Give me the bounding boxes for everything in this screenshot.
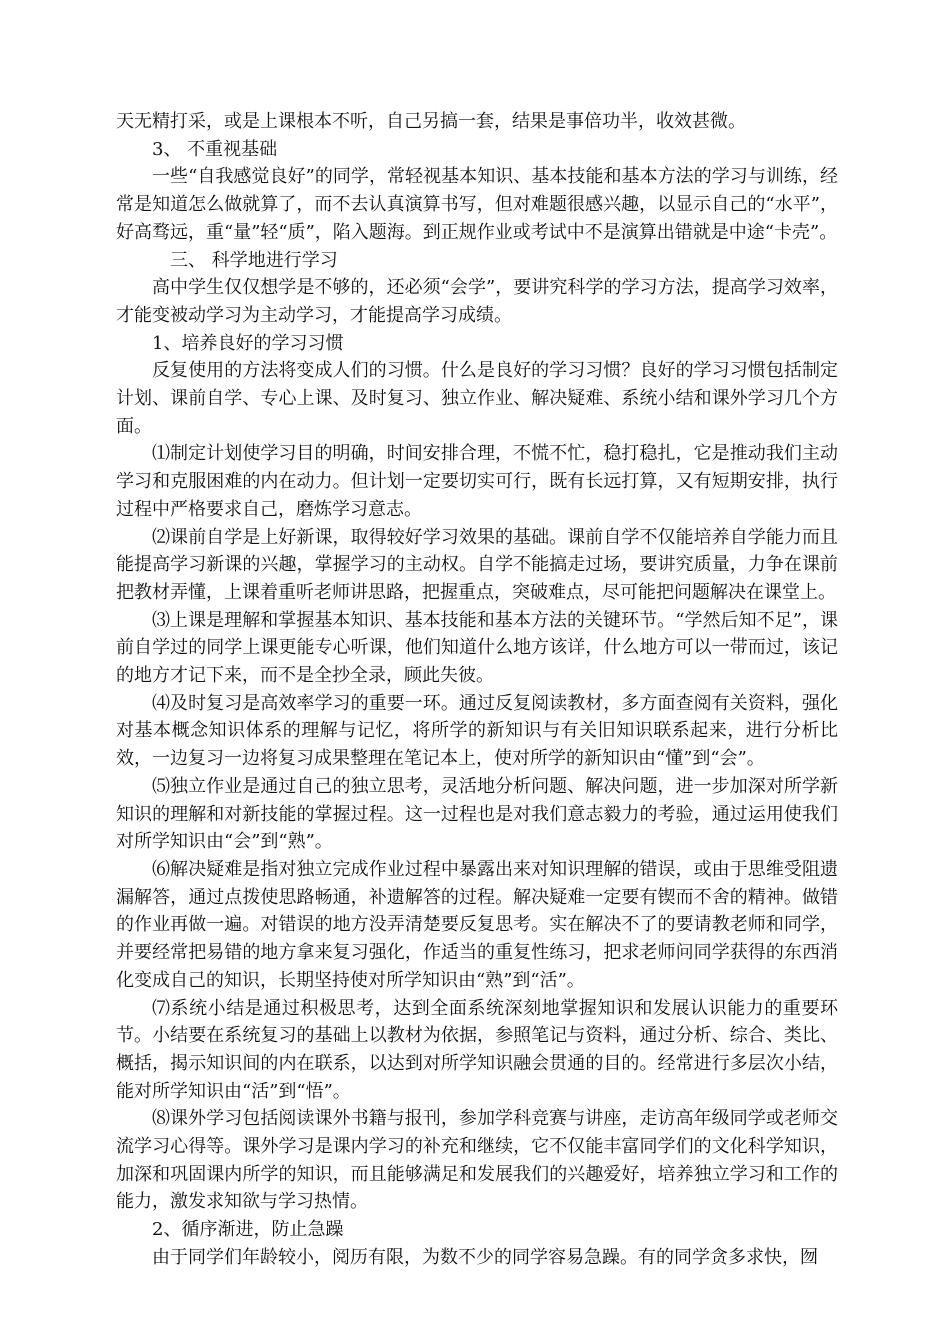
section-heading-step-by-step: 2、循序渐进，防止急躁: [152, 1219, 344, 1241]
paragraph-habit-7-summary: ⑺系统小结是通过积极思考，达到全面系统深刻地掌握知识和发展认识能力的重要环节。小结要在系统复习的基础上以教材为依据，参照笔记与资料，通过分析、综合、类比、概括，揭示知识间的内在联系，以达到对所学知识融会贯通的目的。经常进行多层次小结，能对所学知识由“活”到“悟”。: [116, 997, 838, 1102]
paragraph-habit-3-class: ⑶上课是理解和掌握基本知识、基本技能和基本方法的关键环节。“学然后知不足”，课前自学过的同学上课更能专心听课，他们知道什么地方该详，什么地方可以一带而过，该记的地方才记下来，而不是全抄全录，顾此失彼。: [116, 609, 838, 687]
paragraph-impatience: 由于同学们年龄较小，阅历有限，为数不少的同学容易急躁。有的同学贪多求快，囫: [152, 1246, 818, 1268]
paragraph-habit-5-homework: ⑸独立作业是通过自己的独立思考，灵活地分析问题、解决问题，进一步加深对所学新知识的理解和对新技能的掌握过程。这一过程也是对我们意志毅力的考验，通过运用使我们对所学知识由“会”到“熟”。: [116, 775, 838, 853]
paragraph-continuation: 天无精打采，或是上课根本不听，自己另搞一套，结果是事倍功半，收效甚微。: [116, 111, 746, 132]
document-page: [116, 108, 838, 1272]
paragraph-habit-6-difficulties: ⑹解决疑难是指对独立完成作业过程中暴露出来对知识理解的错误，或由于思维受阻遗漏解答，通过点拨使思路畅通，补遗解答的过程。解决疑难一定要有锲而不舍的精神。做错的作业再做一遍。对错误的地方没弄清楚要反复思考。实在解决不了的要请教老师和同学，并要经常把易错的地方拿来复习强化，作适当的重复性练习，把求老师问同学获得的东西消化变成自己的知识，长期坚持使对所学知识由“熟”到“活”。: [116, 858, 838, 991]
section-heading-good-habits: 1、培养良好的学习习惯: [152, 332, 344, 354]
section-heading-3-basics: 3、 不重视基础: [152, 138, 278, 160]
paragraph-habit-8-extracurricular: ⑻课外学习包括阅读课外书籍与报刊，参加学科竞赛与讲座，走访高年级同学或老师交流学习心得等。课外学习是课内学习的补充和继续，它不仅能丰富同学们的文化科学知识，加深和巩固课内所学的知识，而且能够满足和发展我们的兴趣爱好，培养独立学习和工作的能力，激发求知欲与学习热情。: [116, 1108, 838, 1213]
paragraph-basics: 一些“自我感觉良好”的同学，常轻视基本知识、基本技能和基本方法的学习与训练，经常是知道怎么做就算了，而不去认真演算书写，但对难题很感兴趣，以显示自己的“水平”，好高骛远，重“量”轻“质”，陷入题海。到正规作业或考试中不是演算出错就是中途“卡壳”。: [116, 166, 838, 243]
paragraph-habit-1-plan: ⑴制定计划使学习目的明确，时间安排合理，不慌不忙，稳打稳扎，它是推动我们主动学习和克服困难的内在动力。但计划一定要切实可行，既有长远打算，又有短期安排，执行过程中严格要求自己，磨炼学习意志。: [116, 443, 838, 520]
paragraph-learn-how: 高中学生仅仅想学是不够的，还必须“会学”，要讲究科学的学习方法，提高学习效率，才能变被动学习为主动学习，才能提高学习成绩。: [116, 277, 838, 326]
paragraph-habits-intro: 反复使用的方法将变成人们的习惯。什么是良好的学习习惯？良好的学习习惯包括制定计划、课前自学、专心上课、及时复习、独立作业、解决疑难、系统小结和课外学习几个方面。: [116, 360, 838, 437]
paragraph-habit-2-preview: ⑵课前自学是上好新课，取得较好学习效果的基础。课前自学不仅能培养自学能力而且能提高学习新课的兴趣，掌握学习的主动权。自学不能搞走过场，要讲究质量，力争在课前把教材弄懂，上课着重听老师讲思路，把握重点，突破难点，尽可能把问题解决在课堂上。: [116, 526, 838, 603]
paragraph-habit-4-review: ⑷及时复习是高效率学习的重要一环。通过反复阅读教材，多方面查阅有关资料，强化对基本概念知识体系的理解与记忆，将所学的新知识与有关旧知识联系起来，进行分析比效，一边复习一边将复习成果整理在笔记本上，使对所学的新知识由“懂”到“会”。: [116, 692, 838, 770]
section-heading-scientific-learning: 三、 科学地进行学习: [170, 249, 338, 271]
